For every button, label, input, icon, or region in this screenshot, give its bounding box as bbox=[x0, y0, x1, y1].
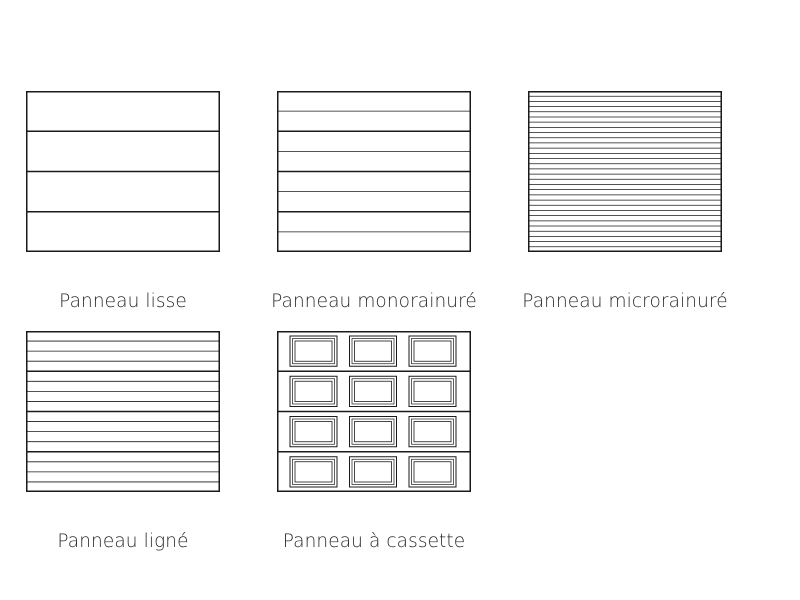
caption-lined-panel: Panneau ligné bbox=[57, 531, 189, 552]
cassette-mid bbox=[293, 459, 335, 484]
smooth-panel-drawing bbox=[26, 91, 220, 252]
cassette-mid bbox=[352, 459, 394, 484]
cassette-outer bbox=[290, 457, 337, 487]
cassette-inner bbox=[414, 341, 451, 361]
cassette-mid bbox=[412, 419, 454, 444]
cassette-inner bbox=[355, 381, 392, 401]
cassette-outer bbox=[409, 336, 456, 366]
single-groove-panel-drawing bbox=[277, 91, 471, 252]
cassette-mid bbox=[293, 419, 335, 444]
cassette-inner bbox=[295, 462, 332, 482]
caption-smooth-panel: Panneau lisse bbox=[59, 291, 187, 312]
cassette-inner bbox=[295, 381, 332, 401]
cassette-outer bbox=[290, 336, 337, 366]
cassette-inner bbox=[355, 422, 392, 442]
cassette-outer bbox=[409, 457, 456, 487]
cassette-panel-drawing bbox=[277, 331, 471, 492]
cassette-mid bbox=[352, 379, 394, 404]
cassette-mid bbox=[293, 339, 335, 364]
lined-panel-drawing bbox=[26, 331, 220, 492]
cassette-inner bbox=[414, 422, 451, 442]
cassette-inner bbox=[414, 462, 451, 482]
caption-single-groove-panel: Panneau monorainuré bbox=[271, 291, 477, 312]
cassette-mid bbox=[412, 379, 454, 404]
cassette-outer bbox=[350, 457, 397, 487]
caption-micro-groove-panel: Panneau microrainuré bbox=[522, 291, 728, 312]
cassette-outer bbox=[409, 376, 456, 406]
cassette-outer bbox=[409, 417, 456, 447]
cassette-inner bbox=[355, 462, 392, 482]
cassette-outer bbox=[290, 376, 337, 406]
cassette-inner bbox=[414, 381, 451, 401]
cassette-outer bbox=[290, 417, 337, 447]
cassette-mid bbox=[412, 459, 454, 484]
cassette-outer bbox=[350, 417, 397, 447]
cassette-mid bbox=[412, 339, 454, 364]
cassette-outer bbox=[350, 336, 397, 366]
cassette-mid bbox=[352, 419, 394, 444]
cassette-mid bbox=[352, 339, 394, 364]
cassette-outer bbox=[350, 376, 397, 406]
micro-groove-panel-drawing bbox=[528, 91, 722, 252]
caption-cassette-panel: Panneau à cassette bbox=[282, 531, 466, 552]
panel-frame bbox=[529, 92, 722, 252]
cassette-mid bbox=[293, 379, 335, 404]
cassette-inner bbox=[295, 422, 332, 442]
cassette-inner bbox=[295, 341, 332, 361]
cassette-inner bbox=[355, 341, 392, 361]
